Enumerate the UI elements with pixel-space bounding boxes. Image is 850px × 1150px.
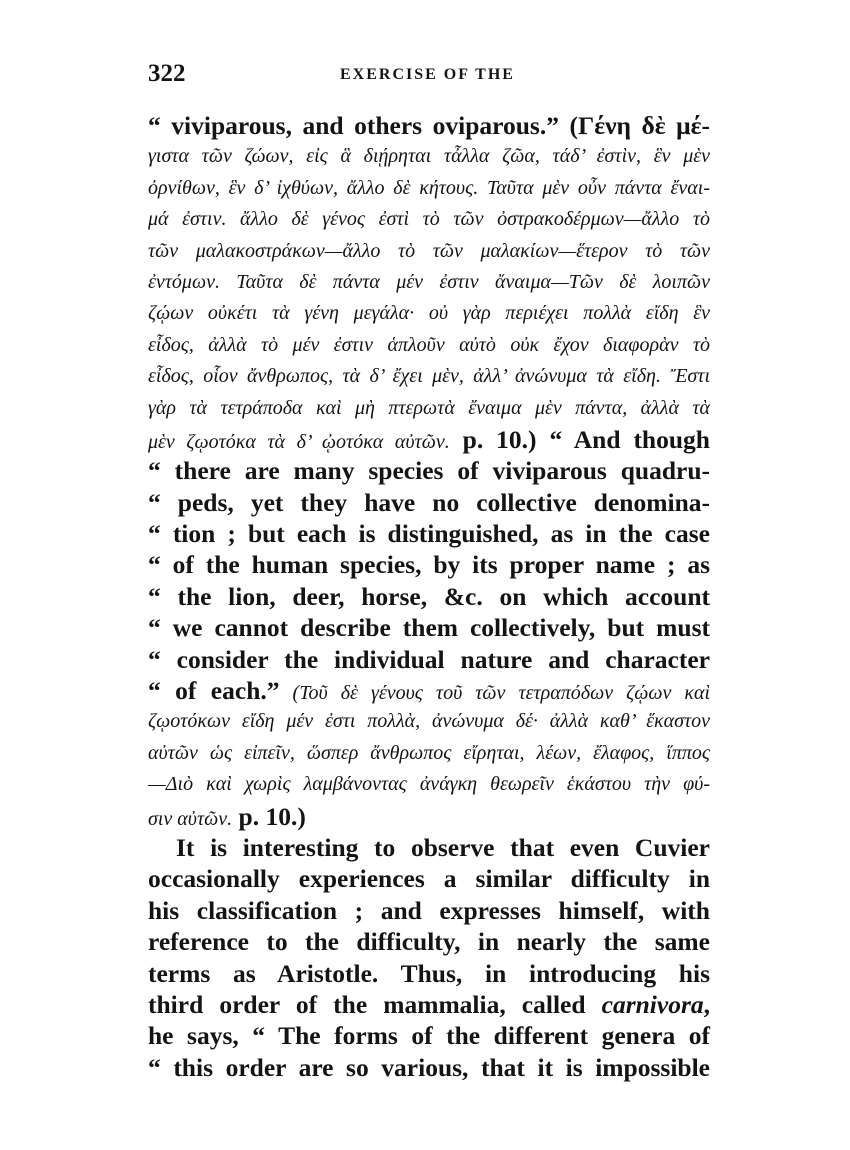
text-line: εἶδος, οἷον ἄνθρωπος, τὰ δ’ ἔχει μὲν, ἀλλ’ ἀνώνυμα τὰ εἴδη. Ἔστι	[148, 365, 710, 388]
greek-quote: (Τοῦ δὲ γένους τοῦ τῶν τετραπόδων ζῴων καὶ	[279, 682, 711, 705]
english-text: p. 10.) “ And though	[449, 424, 710, 454]
body-text	[148, 110, 710, 1083]
text-line: ζῳοτόκων εἴδη μέν ἐστι πολλὰ, ἀνώνυμα δέ· ἀλλὰ καθ’ ἕκαστον	[148, 710, 710, 733]
english-text: ,	[703, 989, 710, 1019]
text-line: ἐντόμων. Ταῦτα δὲ πάντα μέν ἐστιν ἄναιμα—Τῶν δὲ λοιπῶν	[148, 270, 710, 293]
page-number: 322	[148, 60, 186, 87]
text-line: τῶν μαλακοστράκων—ἄλλο τὸ τῶν μαλακίων—ἕτερον τὸ τῶν	[148, 239, 710, 262]
text-line: It is interesting to observe that even Cuvier	[176, 832, 710, 862]
text-line: “ the lion, deer, horse, &c. on which account	[148, 581, 710, 611]
text-line: ὀρνίθων, ἓν δ’ ἰχθύων, ἄλλο δὲ κήτους. Ταῦτα μὲν οὖν πάντα ἔναι-	[148, 176, 710, 199]
greek-quote: μὲν ζῳοτόκα τὰ δ’ ᾠοτόκα αὐτῶν.	[148, 430, 450, 453]
text-line: γιστα τῶν ζώων, εἰς ἃ διῄρηται τἆλλα ζῶα, τάδ’ ἐστὶν, ἓν μὲν	[148, 145, 710, 168]
text-line	[148, 989, 710, 1020]
text-line: “ of the human species, by its proper name ; as	[148, 550, 710, 580]
text-line: his classification ; and expresses himself, with	[148, 895, 710, 925]
text-line: terms as Aristotle. Thus, in introducing his	[148, 958, 710, 988]
text-line: μά ἐστιν. ἄλλο δὲ γένος ἐστὶ τὸ τῶν ὀστρακοδέρμων—ἄλλο τὸ	[148, 208, 710, 231]
text-line	[148, 801, 710, 832]
text-line: —Διὸ καὶ χωρὶς λαμβάνοντας ἀνάγκη θεωρεῖν ἑκάστου τὴν φύ-	[148, 773, 710, 796]
english-text: p. 10.)	[232, 801, 306, 831]
text-line: “ consider the individual nature and character	[148, 644, 710, 674]
italic-term: carnivora	[601, 989, 704, 1019]
text-line: αὐτῶν ὡς εἰπεῖν, ὥσπερ ἄνθρωπος εἴρηται, λέων, ἔλαφος, ἵππος	[148, 741, 710, 764]
text-line: “ there are many species of viviparous quadru-	[148, 456, 710, 486]
text-line	[148, 675, 710, 706]
text-line: “ this order are so various, that it is impossible	[148, 1052, 710, 1082]
text-line: “ we cannot describe them collectively, but must	[148, 613, 710, 643]
text-line: “ viviparous, and others oviparous.” (Γένη δὲ μέ-	[148, 111, 710, 140]
text-line	[148, 424, 710, 455]
text-line: “ peds, yet they have no collective denomina-	[148, 487, 710, 517]
english-text: third order of the mammalia, called	[148, 989, 602, 1019]
text-line: he says, “ The forms of the different genera of	[148, 1021, 710, 1051]
text-line: “ tion ; but each is distinguished, as in the case	[148, 519, 710, 549]
text-line: εἶδος, ἀλλὰ τὸ μέν ἐστιν ἁπλοῦν αὐτὸ οὐκ ἔχον διαφορὰν τὸ	[148, 333, 710, 356]
text-line: ζῴων οὐκέτι τὰ γένη μεγάλα· οὐ γὰρ περιέχει πολλὰ εἴδη ἓν	[148, 302, 710, 325]
running-title: EXERCISE OF THE	[340, 66, 515, 83]
text-line: γὰρ τὰ τετράποδα καὶ μὴ πτερωτὰ ἔναιμα μὲν πάντα, ἀλλὰ τὰ	[148, 396, 710, 419]
page-header	[148, 60, 708, 96]
english-text: “ of each.”	[148, 676, 280, 706]
greek-quote: σιν αὐτῶν.	[148, 807, 233, 830]
text-line: reference to the difficulty, in nearly the same	[148, 927, 710, 957]
text-line: occasionally experiences a similar difficulty in	[148, 864, 710, 894]
